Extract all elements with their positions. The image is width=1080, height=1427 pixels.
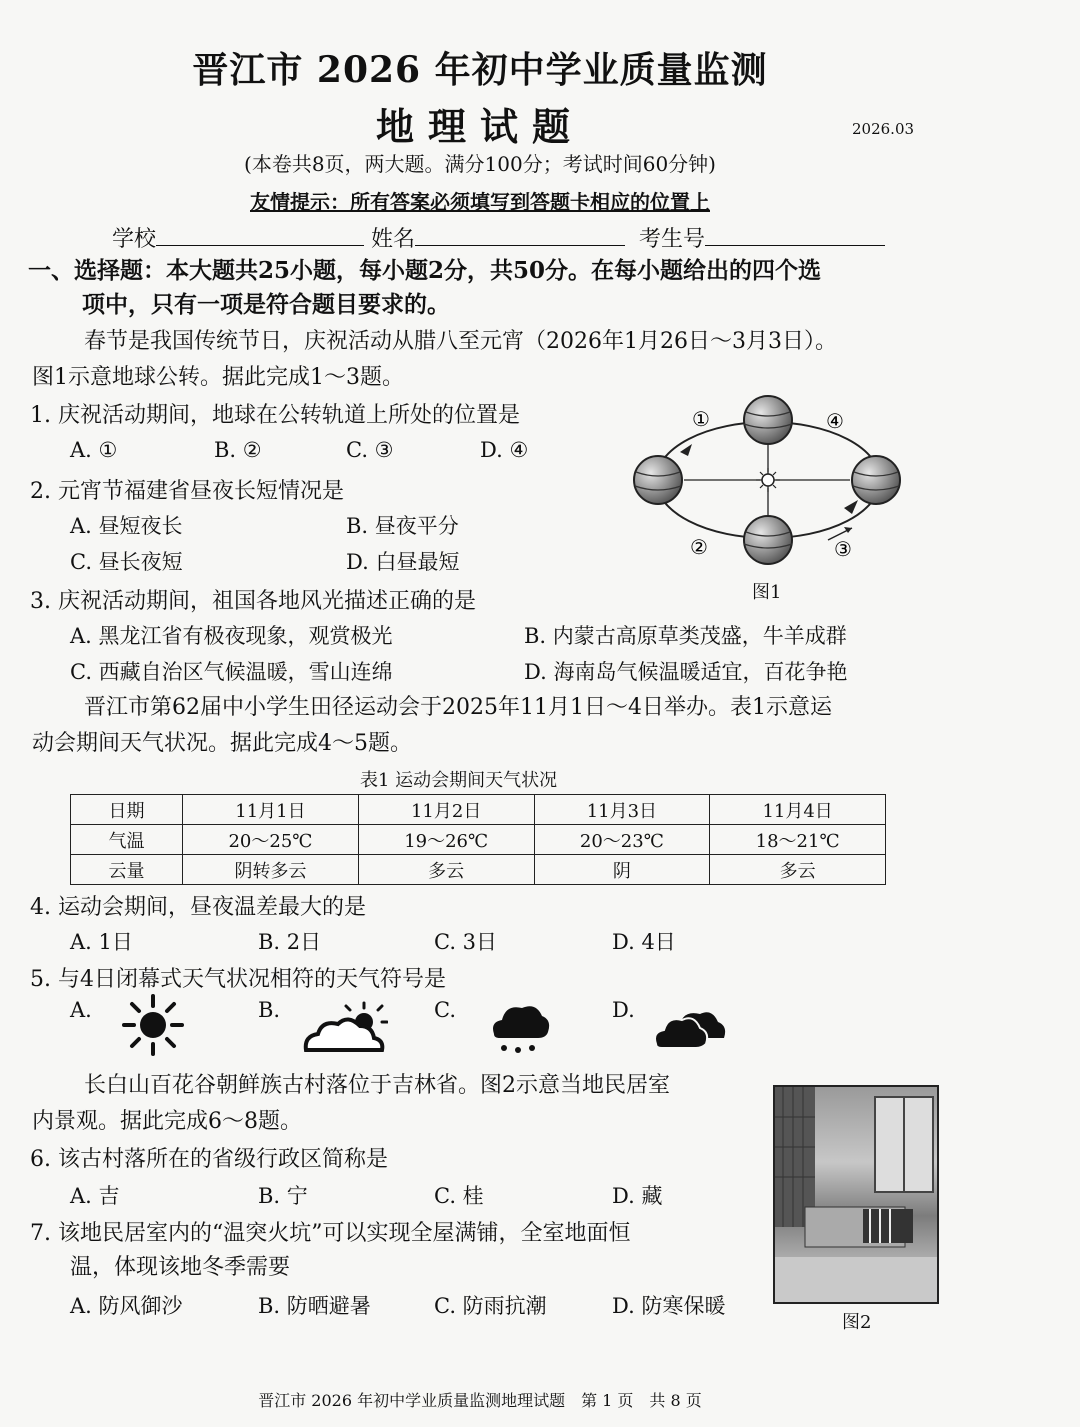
orbit-arrow-right	[844, 500, 858, 514]
q5-option-b[interactable]: B.	[258, 998, 281, 1022]
name-blank[interactable]	[415, 225, 625, 246]
table-cell: 多云	[710, 855, 886, 885]
student-fields	[112, 222, 885, 253]
q2-stem: 2. 元宵节福建省昼夜长短情况是	[30, 479, 344, 504]
partly-cloudy-icon[interactable]	[302, 1000, 388, 1056]
intro2-line2: 动会期间天气状况。据此完成4～5题。	[32, 731, 412, 756]
friendly-tip: 友情提示：所有答案必须填写到答题卡相应的位置上	[250, 190, 710, 214]
q5-option-c[interactable]: C.	[434, 998, 456, 1022]
name-label: 姓名	[371, 227, 416, 252]
table-cell: 日期	[71, 795, 183, 825]
exam-info: (本卷共8页，两大题。满分100分；考试时间60分钟)	[244, 152, 716, 176]
table-cell: 20～25℃	[183, 825, 359, 855]
table-cell: 11月2日	[358, 795, 534, 825]
table-row	[71, 855, 886, 885]
exam-title: 晋江市 2026 年初中学业质量监测	[192, 49, 768, 91]
q1-option-c[interactable]: C. ③	[346, 438, 394, 462]
intro3-line1: 长白山百花谷朝鲜族古村落位于吉林省。图2示意当地民居室	[84, 1073, 670, 1098]
q7-stem-line2: 温，体现该地冬季需要	[70, 1255, 291, 1280]
rain-cloud-icon[interactable]	[488, 1000, 552, 1056]
cloudy-icon[interactable]	[652, 1004, 730, 1050]
table-cell: 11月1日	[183, 795, 359, 825]
table-cell: 阴转多云	[183, 855, 359, 885]
q1-option-b[interactable]: B. ②	[214, 438, 262, 462]
earth-top-icon	[744, 396, 792, 444]
earth-right-icon	[852, 456, 900, 504]
school-label: 学校	[112, 227, 157, 252]
table-cell: 11月4日	[710, 795, 886, 825]
table-cell: 18～21℃	[710, 825, 886, 855]
section-heading: 一、选择题：本大题共25小题，每小题2分，共50分。在每小题给出的四个选 项中，只有一项是符合题目要求的。	[28, 257, 822, 318]
q3-stem: 3. 庆祝活动期间，祖国各地风光描述正确的是	[30, 589, 476, 614]
table-cell: 云量	[71, 855, 183, 885]
subject-title: 地理试题	[375, 104, 584, 149]
school-blank[interactable]	[156, 225, 364, 246]
q6-option-d[interactable]: D. 藏	[612, 1184, 663, 1208]
mark-3: ③	[834, 537, 852, 561]
page-footer: 晋江市 2026 年初中学业质量监测地理试题 第 1 页 共 8 页	[258, 1391, 702, 1410]
weather-table	[70, 794, 886, 885]
id-blank[interactable]	[705, 225, 885, 246]
table-cell: 气温	[71, 825, 183, 855]
intro2-line1: 晋江市第62届中小学生田径运动会于2025年11月1日～4日举办。表1示意运	[84, 695, 832, 720]
q4-option-a[interactable]: A. 1日	[70, 930, 133, 954]
room-illustration	[775, 1087, 937, 1302]
table-cell: 20～23℃	[534, 825, 710, 855]
q3-option-c[interactable]: C. 西藏自治区气候温暖，雪山连绵	[70, 660, 393, 684]
orbit-arrow-left	[680, 444, 692, 456]
q4-option-d[interactable]: D. 4日	[612, 930, 676, 954]
figure1-earth-revolution	[630, 390, 910, 600]
q3-option-a[interactable]: A. 黑龙江省有极夜现象，观赏极光	[70, 624, 393, 648]
q6-option-a[interactable]: A. 吉	[70, 1184, 120, 1208]
q5-option-a[interactable]: A.	[70, 998, 92, 1022]
q2-option-a[interactable]: A. 昼短夜长	[70, 514, 183, 538]
q7-option-d[interactable]: D. 防寒保暖	[612, 1294, 726, 1318]
earth-bottom-icon	[744, 516, 792, 564]
table-cell: 阴	[534, 855, 710, 885]
intro3-line2: 内景观。据此完成6～8题。	[32, 1109, 302, 1134]
table-cell: 11月3日	[534, 795, 710, 825]
q6-option-c[interactable]: C. 桂	[434, 1184, 484, 1208]
mark-2: ②	[690, 535, 708, 559]
q4-option-b[interactable]: B. 2日	[258, 930, 322, 954]
q2-option-b[interactable]: B. 昼夜平分	[346, 514, 459, 538]
q3-option-b[interactable]: B. 内蒙古高原草类茂盛，牛羊成群	[524, 624, 847, 648]
q3-option-d[interactable]: D. 海南岛气候温暖适宜，百花争艳	[524, 660, 848, 684]
q5-stem: 5. 与4日闭幕式天气状况相符的天气符号是	[30, 967, 446, 992]
q2-option-d[interactable]: D. 白昼最短	[346, 550, 460, 574]
exam-date: 2026.03	[852, 120, 915, 138]
q6-option-b[interactable]: B. 宁	[258, 1184, 308, 1208]
q7-option-c[interactable]: C. 防雨抗潮	[434, 1294, 547, 1318]
table-row	[71, 795, 886, 825]
table-cell: 多云	[358, 855, 534, 885]
q1-option-a[interactable]: A. ①	[70, 438, 118, 462]
q7-stem-line1: 7. 该地民居室内的“温突火坑”可以实现全屋满铺，全室地面恒	[30, 1221, 631, 1246]
table-row	[71, 825, 886, 855]
q4-option-c[interactable]: C. 3日	[434, 930, 498, 954]
q7-option-a[interactable]: A. 防风御沙	[70, 1294, 183, 1318]
mark-4: ④	[826, 409, 844, 433]
q1-stem: 1. 庆祝活动期间，地球在公转轨道上所处的位置是	[30, 403, 520, 428]
figure2-room-photo	[773, 1085, 939, 1304]
figure1-caption: 图1	[752, 582, 782, 603]
sun-icon	[756, 468, 780, 492]
intro1-line2: 图1示意地球公转。据此完成1～3题。	[32, 365, 404, 390]
figure2-caption: 图2	[842, 1312, 872, 1333]
q4-stem: 4. 运动会期间，昼夜温差最大的是	[30, 895, 366, 920]
table-cell: 19～26℃	[358, 825, 534, 855]
q1-option-d[interactable]: D. ④	[480, 438, 529, 462]
mark-1: ①	[692, 407, 710, 431]
intro1-line1: 春节是我国传统节日，庆祝活动从腊八至元宵（2026年1月26日～3月3日）。	[84, 329, 837, 354]
id-label: 考生号	[639, 227, 706, 252]
earth-left-icon	[634, 456, 682, 504]
sunny-icon[interactable]	[118, 994, 188, 1056]
table1-caption: 表1 运动会期间天气状况	[360, 770, 558, 791]
q6-stem: 6. 该古村落所在的省级行政区简称是	[30, 1147, 388, 1172]
q2-option-c[interactable]: C. 昼长夜短	[70, 550, 183, 574]
q5-option-d[interactable]: D.	[612, 998, 635, 1022]
q7-option-b[interactable]: B. 防晒避暑	[258, 1294, 371, 1318]
